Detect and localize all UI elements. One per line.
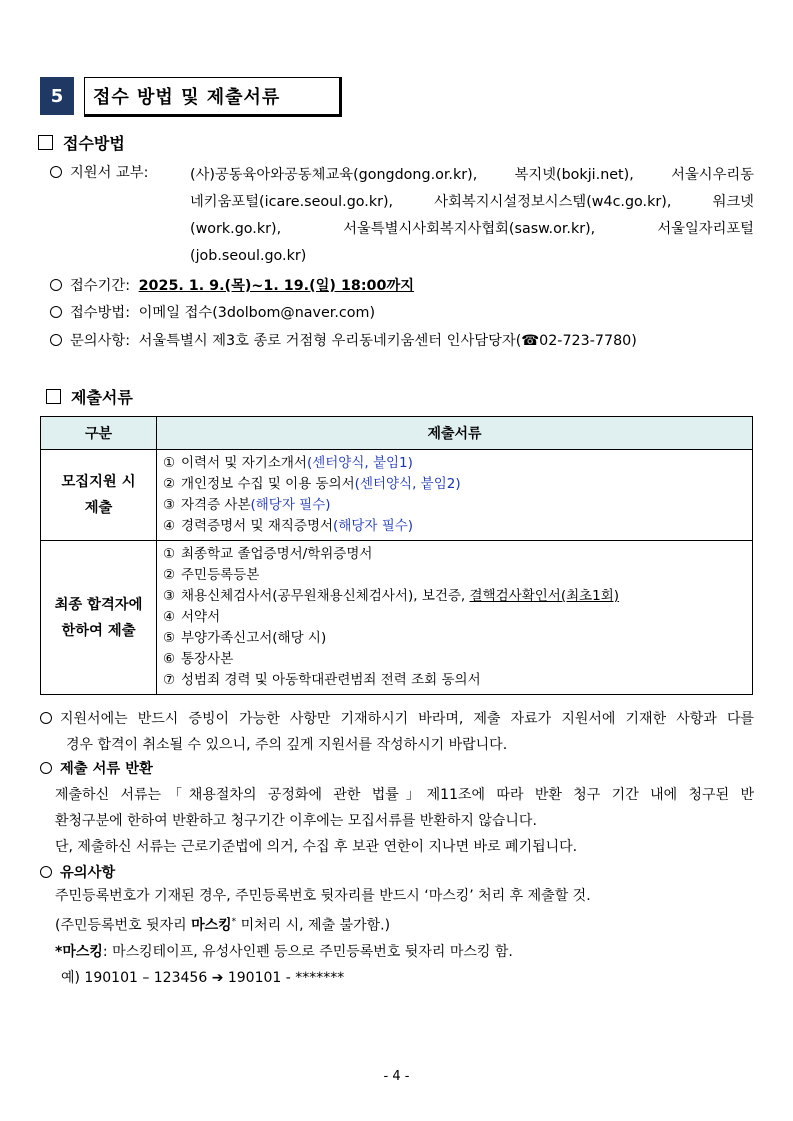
documents-table xyxy=(40,416,753,695)
inquiry-row xyxy=(50,330,637,350)
arrow-right-icon: ➔ xyxy=(211,969,224,986)
category-line: 제출 xyxy=(84,500,113,516)
method-heading-text: 접수방법 xyxy=(63,134,125,153)
return-heading-text: 제출 서류 반환 xyxy=(60,761,153,777)
item-number: ⑤ xyxy=(163,630,176,646)
item-underlined-text: 결핵검사확인서(최초1회) xyxy=(469,588,620,604)
example-before: 예) 190101 – 123456 xyxy=(61,969,212,986)
item-number: ② xyxy=(163,476,176,492)
warning-line2: 경우 합격이 취소될 수 있으니, 주의 깊게 지원서를 작성하시기 바랍니다. xyxy=(66,737,508,753)
list-item xyxy=(163,565,752,586)
phone-icon: ☎ xyxy=(521,333,540,349)
caution-line1: 주민등록번호가 기재된 경우, 주민등록번호 뒷자리를 반드시 ‘마스킹’ 처리 후 제출할 것. xyxy=(55,888,591,904)
distribution-label-row xyxy=(50,162,148,182)
mask-term: *마스킹 xyxy=(55,943,103,960)
warning-line1 xyxy=(40,706,754,732)
section-title: 접수 방법 및 제출서류 xyxy=(84,77,342,117)
how-value: 이메일 접수(3dolbom@naver.com) xyxy=(138,305,376,321)
row-category xyxy=(41,541,157,695)
item-text: 경력증명서 및 재직증명서 xyxy=(181,518,334,534)
caution-line2 xyxy=(55,909,591,939)
item-number: ③ xyxy=(163,497,176,513)
item-text: 서약서 xyxy=(181,609,221,625)
list-item xyxy=(163,628,752,649)
table-row xyxy=(41,450,753,541)
method-heading xyxy=(38,131,125,154)
return-heading xyxy=(40,758,153,778)
item-number: ③ xyxy=(163,588,176,604)
item-text: 주민등록등본 xyxy=(181,567,260,583)
item-number: ⑥ xyxy=(163,651,176,667)
list-item xyxy=(163,474,752,495)
footnote-mark: * xyxy=(231,917,237,927)
circle-bullet-icon xyxy=(50,279,62,291)
distribution-line: 네키움포털(icare.seoul.go.kr), 사회복지시설정보시스템(w4c.go.kr), 워크넷 xyxy=(190,194,754,210)
caution-heading-text: 유의사항 xyxy=(60,865,116,881)
row-items xyxy=(157,450,753,541)
item-text: 이력서 및 자기소개서 xyxy=(181,455,307,471)
return-body xyxy=(55,782,754,860)
inquiry-phone: 02-723-7780) xyxy=(539,333,637,349)
distribution-line: (사)공동육아와공동체교육(gongdong.or.kr), 복지넷(bokji.net), 서울시우리동 xyxy=(190,167,754,183)
category-line: 한하여 제출 xyxy=(61,622,136,639)
mask-example xyxy=(55,965,591,991)
list-item xyxy=(163,670,752,691)
list-item xyxy=(163,649,752,670)
period-value: 2025. 1. 9.(목)~1. 19.(일) 18:00까지 xyxy=(138,278,415,294)
item-text: 성범죄 경력 및 아동학대관련범죄 전력 조회 동의서 xyxy=(181,672,481,688)
documents-heading-text: 제출서류 xyxy=(71,388,133,407)
documents-heading xyxy=(46,385,133,408)
list-item xyxy=(163,453,752,474)
checkbox-square-icon xyxy=(46,389,61,404)
caution-text: 미처리 시, 제출 불가함.) xyxy=(236,917,391,934)
row-items xyxy=(157,541,753,695)
return-line2: 환청구분에 한하여 반환하고 청구기간 이후에는 모집서류를 반환하지 않습니다. xyxy=(55,813,537,829)
item-note: (해당자 필수) xyxy=(250,497,331,513)
table-row xyxy=(41,541,753,695)
warning-note xyxy=(40,706,754,758)
mask-keyword: 마스킹 xyxy=(191,917,232,934)
category-line: 최종 합격자에 xyxy=(54,596,143,613)
distribution-line: (job.seoul.go.kr) xyxy=(190,248,307,264)
caution-body xyxy=(55,883,591,991)
how-row xyxy=(50,302,375,322)
list-item xyxy=(163,516,752,537)
distribution-label: 지원서 교부: xyxy=(70,165,149,181)
mask-def-text: : 마스킹테이프, 유성사인펜 등으로 주민등록번호 뒷자리 마스킹 함. xyxy=(102,943,513,960)
distribution-line: (work.go.kr), 서울특별시사회복지사협회(sasw.or.kr), 서울일자리포털 xyxy=(190,221,754,237)
item-number: ① xyxy=(163,546,176,562)
page-number: - 4 - xyxy=(383,1069,410,1084)
item-text: 채용신체검사서(공무원채용신체검사서), 보건증, xyxy=(181,588,470,604)
list-item xyxy=(163,586,752,607)
caution-text: (주민등록번호 뒷자리 xyxy=(55,917,192,934)
item-text: 최종학교 졸업증명서/학위증명서 xyxy=(181,546,373,562)
item-note: (센터양식, 붙임2) xyxy=(354,476,461,492)
return-line1: 제출하신 서류는「채용절차의 공정화에 관한 법률」제11조에 따라 반환 청구 기간 내에 청구된 반 xyxy=(55,787,754,803)
how-label: 접수방법: xyxy=(70,305,131,321)
item-note: (해당자 필수) xyxy=(333,518,414,534)
item-number: ④ xyxy=(163,518,176,534)
circle-bullet-icon xyxy=(40,712,52,724)
circle-bullet-icon xyxy=(50,306,62,318)
item-text: 부양가족신고서(해당 시) xyxy=(181,630,327,646)
item-number: ① xyxy=(163,455,176,471)
inquiry-value: 서울특별시 제3호 종로 거점형 우리동네키움센터 인사담당자( xyxy=(138,333,522,349)
circle-bullet-icon xyxy=(50,166,62,178)
warning-text: 지원서에는 반드시 증빙이 가능한 사항만 기재하시기 바라며, 제출 자료가 지원서에 기재한 사항과 다를 xyxy=(60,711,754,727)
caution-heading xyxy=(40,862,115,882)
mask-definition xyxy=(55,939,591,965)
circle-bullet-icon xyxy=(50,334,62,346)
circle-bullet-icon xyxy=(40,762,52,774)
table-header-row xyxy=(41,417,753,450)
list-item xyxy=(163,495,752,516)
inquiry-label: 문의사항: xyxy=(70,333,131,349)
item-text: 통장사본 xyxy=(181,651,234,667)
item-number: ④ xyxy=(163,609,176,625)
period-row xyxy=(50,275,414,295)
item-note: (센터양식, 붙임1) xyxy=(306,455,413,471)
item-text: 개인정보 수집 및 이용 동의서 xyxy=(181,476,355,492)
list-item xyxy=(163,607,752,628)
checkbox-square-icon xyxy=(38,135,53,150)
item-number: ② xyxy=(163,567,176,583)
category-line: 모집지원 시 xyxy=(61,474,136,490)
header-category: 구분 xyxy=(41,417,157,450)
header-documents: 제출서류 xyxy=(157,417,753,450)
period-label: 접수기간: xyxy=(70,278,131,294)
example-after: 190101 - ******* xyxy=(223,969,345,986)
circle-bullet-icon xyxy=(40,866,52,878)
distribution-sites xyxy=(190,162,754,270)
item-number: ⑦ xyxy=(163,672,176,688)
list-item xyxy=(163,544,752,565)
return-line3: 단, 제출하신 서류는 근로기준법에 의거, 수집 후 보관 연한이 지나면 바로 폐기됩니다. xyxy=(55,839,578,855)
item-text: 자격증 사본 xyxy=(181,497,251,513)
section-number: 5 xyxy=(40,77,74,115)
row-category xyxy=(41,450,157,541)
